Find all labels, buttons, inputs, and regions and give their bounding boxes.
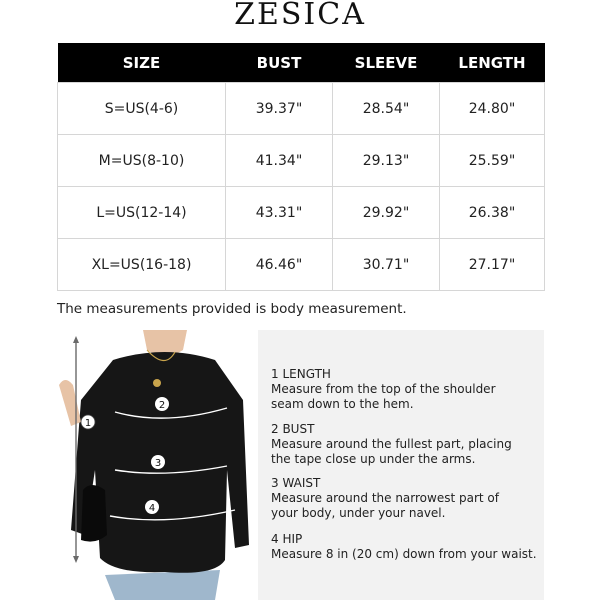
instruction-text: Measure 8 in (20 cm) down from your waist. — [271, 547, 537, 561]
instruction-text: seam down to the hem. — [271, 397, 414, 411]
svg-text:2: 2 — [158, 400, 166, 411]
table-row — [58, 135, 545, 187]
cell-sleeve: 28.54" — [333, 83, 440, 135]
marker-1 — [81, 415, 95, 429]
cell-length: 27.17" — [440, 239, 545, 291]
instruction-text: Measure from the top of the shoulder — [271, 382, 496, 396]
header-sleeve: SLEEVE — [333, 43, 440, 83]
brand-logo: ZESICA — [234, 0, 366, 32]
header-size: SIZE — [58, 43, 226, 83]
instruction-title: 4 HIP — [271, 532, 303, 546]
model-photo — [55, 330, 260, 600]
cell-sleeve: 30.71" — [333, 239, 440, 291]
cell-size: XL=US(16-18) — [58, 239, 226, 291]
jeans-shape — [105, 570, 220, 600]
header-bust: BUST — [226, 43, 333, 83]
table-row — [58, 239, 545, 291]
svg-text:4: 4 — [148, 503, 156, 514]
cell-bust: 41.34" — [226, 135, 333, 187]
length-arrow-bottom — [73, 556, 79, 563]
svg-text:3: 3 — [154, 458, 162, 469]
instruction-title: 1 LENGTH — [271, 367, 331, 381]
arm-skin — [59, 380, 81, 426]
header-length: LENGTH — [440, 43, 545, 83]
length-arrow-top — [73, 336, 79, 343]
instruction-title: 3 WAIST — [271, 476, 321, 490]
cell-bust: 39.37" — [226, 83, 333, 135]
instruction-waist — [271, 476, 499, 521]
cell-size: S=US(4-6) — [58, 83, 226, 135]
table-header-row — [58, 43, 545, 83]
measurement-note: The measurements provided is body measurement. — [57, 301, 407, 317]
marker-4 — [145, 500, 159, 514]
instruction-hip — [271, 532, 537, 562]
marker-3 — [151, 455, 165, 469]
table-row — [58, 187, 545, 239]
size-chart-table — [57, 43, 545, 291]
handbag — [81, 485, 107, 542]
instruction-text: Measure around the narrowest part of — [271, 491, 499, 505]
cell-sleeve: 29.13" — [333, 135, 440, 187]
marker-2 — [155, 397, 169, 411]
instruction-text: the tape close up under the arms. — [271, 452, 476, 466]
svg-text:1: 1 — [84, 418, 92, 429]
cell-bust: 46.46" — [226, 239, 333, 291]
cell-size: M=US(8-10) — [58, 135, 226, 187]
cell-size: L=US(12-14) — [58, 187, 226, 239]
instruction-text: your body, under your navel. — [271, 506, 446, 520]
necklace-pendant — [153, 379, 161, 387]
instruction-text: Measure around the fullest part, placing — [271, 437, 512, 451]
sweater-illustration — [55, 330, 260, 600]
cell-length: 25.59" — [440, 135, 545, 187]
instruction-title: 2 BUST — [271, 422, 315, 436]
table-row — [58, 83, 545, 135]
cell-bust: 43.31" — [226, 187, 333, 239]
cell-sleeve: 29.92" — [333, 187, 440, 239]
cell-length: 26.38" — [440, 187, 545, 239]
instruction-length — [271, 367, 496, 412]
cell-length: 24.80" — [440, 83, 545, 135]
instruction-bust — [271, 422, 512, 467]
